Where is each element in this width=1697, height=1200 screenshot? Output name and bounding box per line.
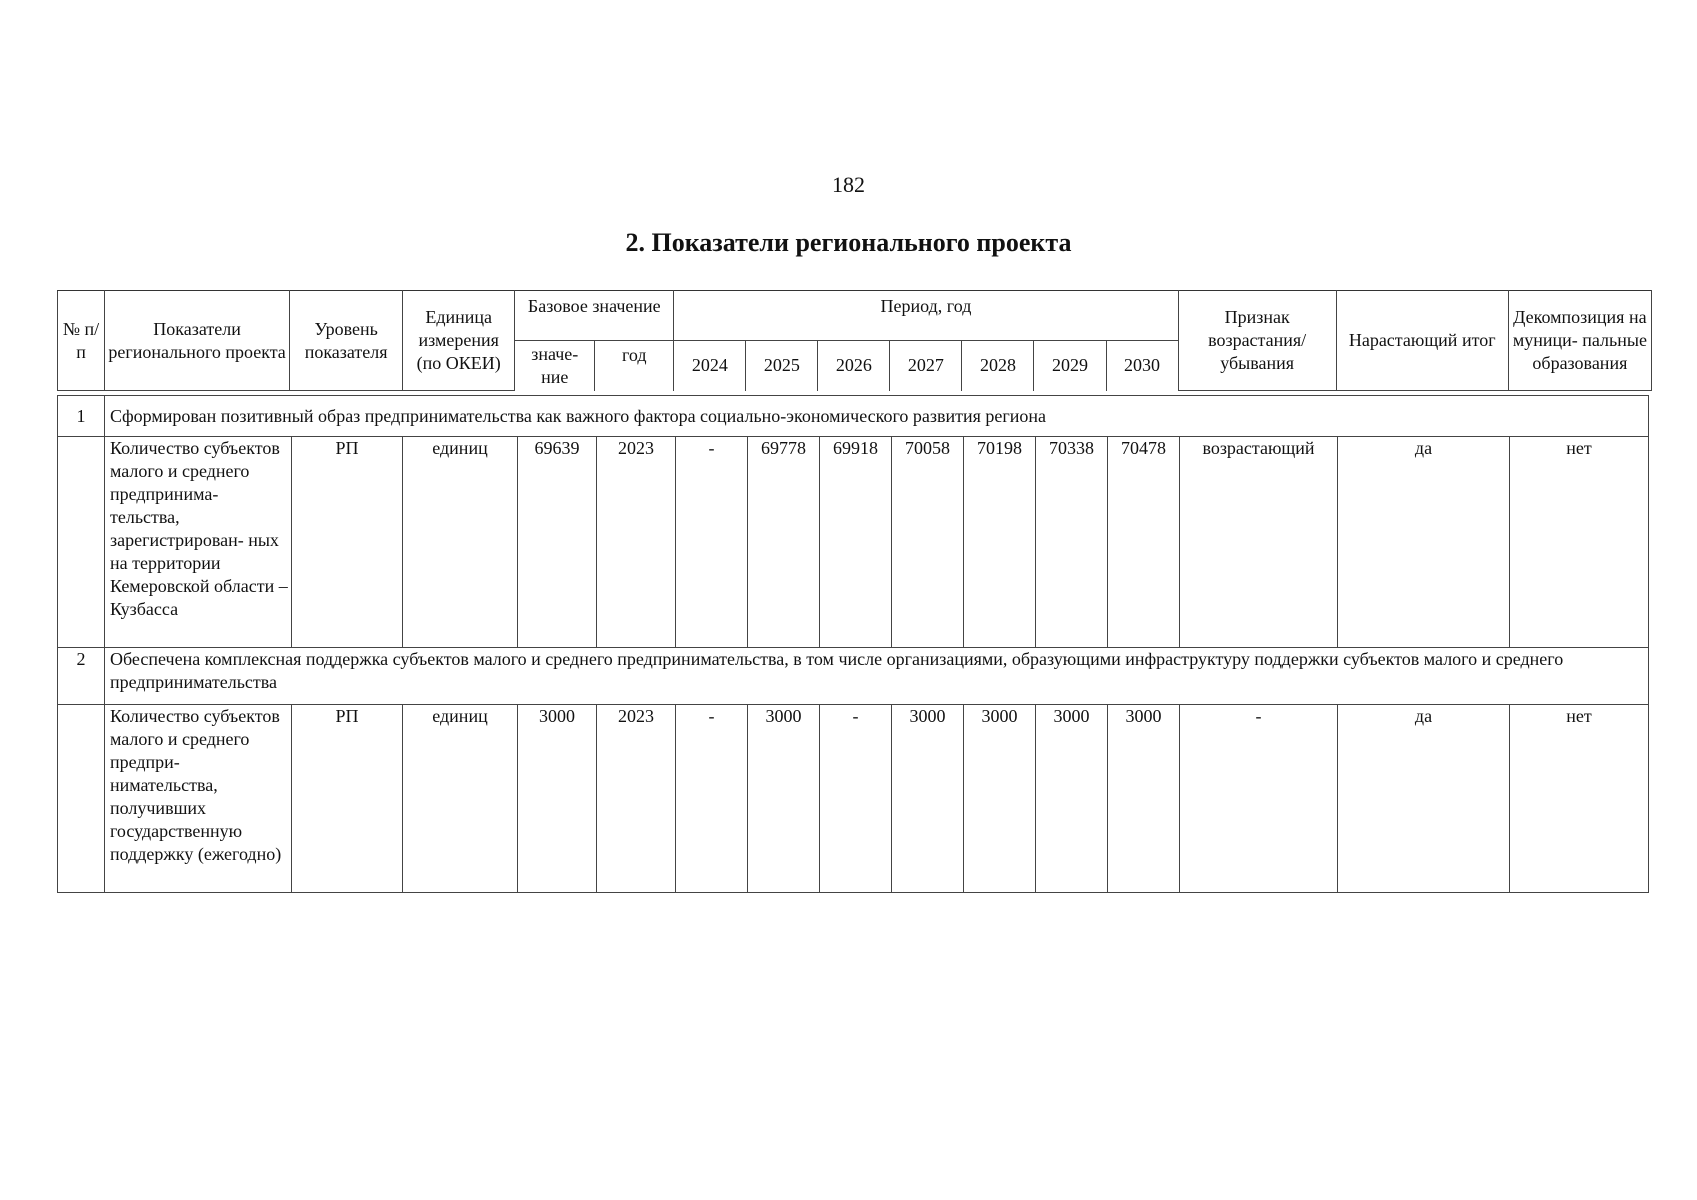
header-year: 2029: [1034, 341, 1106, 391]
header-year: 2024: [674, 341, 746, 391]
header-year: 2030: [1106, 341, 1178, 391]
indicator-value: 3000: [1036, 705, 1108, 893]
header-year: 2028: [962, 341, 1034, 391]
indicator-cumulative: да: [1338, 705, 1510, 893]
table-row: [58, 705, 1649, 893]
indicator-value: 3000: [964, 705, 1036, 893]
indicator-value: 70338: [1036, 437, 1108, 648]
page-number: 182: [832, 172, 865, 197]
header-base: Базовое значение: [515, 291, 674, 341]
indicator-value: 3000: [1108, 705, 1180, 893]
table-row: [58, 437, 1649, 648]
indicator-level: РП: [292, 437, 403, 648]
indicator-level: РП: [292, 705, 403, 893]
indicator-name: Количество субъектов малого и среднего предпри- нимательства, получивших государственную поддержку (ежегодно): [105, 705, 292, 893]
indicators-table-header: [57, 290, 1652, 391]
header-year: 2027: [890, 341, 962, 391]
indicator-value: 3000: [892, 705, 964, 893]
indicator-trend: -: [1180, 705, 1338, 893]
header-base-value: значе- ние: [515, 341, 595, 391]
indicator-base-year: 2023: [597, 705, 676, 893]
header-level: Уровень показателя: [290, 291, 403, 391]
indicator-base-year: 2023: [597, 437, 676, 648]
header-indicators: Показатели регионального проекта: [105, 291, 290, 391]
header-num: № п/п: [58, 291, 105, 391]
indicators-table-body: [57, 395, 1649, 893]
indicator-value: -: [676, 705, 748, 893]
header-cumulative: Нарастающий итог: [1336, 291, 1508, 391]
header-trend: Признак возрастания/ убывания: [1178, 291, 1336, 391]
header-year: 2025: [746, 341, 818, 391]
indicator-num-cell: [58, 437, 105, 648]
indicator-base-value: 3000: [518, 705, 597, 893]
indicator-cumulative: да: [1338, 437, 1510, 648]
indicator-value: 69918: [820, 437, 892, 648]
indicator-value: 69778: [748, 437, 820, 648]
indicator-value: 70058: [892, 437, 964, 648]
section-title: Сформирован позитивный образ предпринимательства как важного фактора социально-экономического развития региона: [105, 396, 1649, 437]
indicator-base-value: 69639: [518, 437, 597, 648]
indicator-value: -: [676, 437, 748, 648]
section-row: [58, 648, 1649, 705]
section-num: 1: [58, 396, 105, 437]
section-title: Обеспечена комплексная поддержка субъектов малого и среднего предпринимательства, в том числе организациями, образующими инфраструктуру поддержки субъектов малого и среднего предпринимательства: [105, 648, 1649, 705]
indicator-decomposition: нет: [1510, 705, 1649, 893]
header-base-year: год: [595, 341, 674, 391]
header-decomposition: Декомпозиция на муници- пальные образования: [1508, 291, 1651, 391]
document-title: 2. Показатели регионального проекта: [625, 228, 1072, 257]
indicator-unit: единиц: [403, 437, 518, 648]
indicator-decomposition: нет: [1510, 437, 1649, 648]
header-unit: Единица измерения (по ОКЕИ): [403, 291, 515, 391]
indicator-num-cell: [58, 705, 105, 893]
indicator-unit: единиц: [403, 705, 518, 893]
header-year: 2026: [818, 341, 890, 391]
header-period: Период, год: [674, 291, 1178, 341]
indicator-value: -: [820, 705, 892, 893]
section-num: 2: [58, 648, 105, 705]
indicator-trend: возрастающий: [1180, 437, 1338, 648]
indicator-value: 3000: [748, 705, 820, 893]
section-row: [58, 396, 1649, 437]
indicator-name: Количество субъектов малого и среднего предпринима- тельства, зарегистрирован- ных на территории Кемеровской области – Кузбасса: [105, 437, 292, 648]
indicator-value: 70198: [964, 437, 1036, 648]
indicator-value: 70478: [1108, 437, 1180, 648]
